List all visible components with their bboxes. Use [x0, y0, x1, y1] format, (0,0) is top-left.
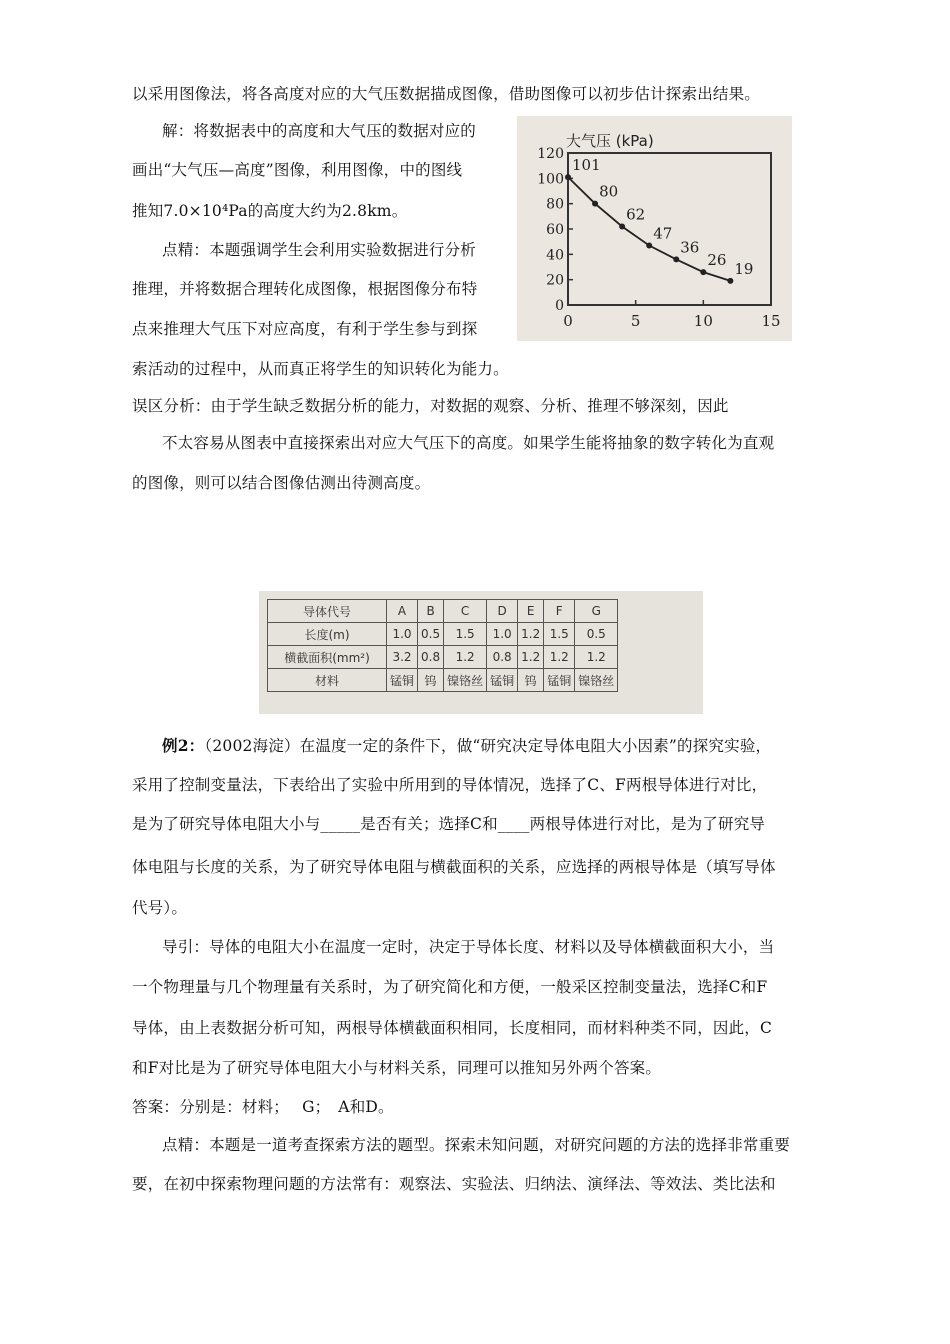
y-tick-label: 0: [555, 298, 564, 314]
paragraph-line: 索活动的过程中，从而真正将学生的知识转化为能力。: [132, 360, 509, 378]
y-tick-label: 60: [546, 222, 564, 238]
paragraph-line: 误区分析：由于学生缺乏数据分析的能力，对数据的观察、分析、推理不够深刻，因此: [132, 397, 729, 415]
paragraph-line: 以采用图像法，将各高度对应的大气压数据描成图像，借助图像可以初步估计探索出结果。: [132, 85, 761, 103]
data-label: 101: [572, 156, 601, 175]
table-cell: 导体代号: [268, 600, 387, 623]
paragraph-line: 点精：本题是一道考查探索方法的题型。探索未知问题，对研究问题的方法的选择非常重要: [162, 1136, 791, 1154]
data-point: [727, 278, 733, 284]
paragraph-line: 推知7.0×10⁴Pa的高度大约为2.8km。: [132, 202, 408, 220]
paragraph-line: 推理，并将数据合理转化成图像，根据图像分布特: [132, 280, 478, 298]
table-cell: C: [444, 600, 487, 623]
table-cell: 1.5: [544, 623, 575, 646]
table-cell: D: [487, 600, 518, 623]
table-row: [268, 669, 618, 692]
table-row: [268, 646, 618, 669]
data-point: [619, 223, 625, 229]
table-cell: 3.2: [387, 646, 418, 669]
table-cell: 1.2: [544, 646, 575, 669]
paragraph-line: 代号）。: [132, 899, 188, 917]
table-cell: 镍铬丝: [444, 669, 487, 692]
table-cell: 钨: [518, 669, 544, 692]
paragraph-line: 点来推理大气压下对应高度，有利于学生参与到探: [132, 320, 478, 338]
data-label: 19: [734, 259, 754, 278]
table-cell: 1.5: [444, 623, 487, 646]
x-tick-label: 15: [761, 312, 781, 330]
paragraph-line: 体电阻与长度的关系，为了研究导体电阻与横截面积的关系，应选择的两根导体是（填写导体: [132, 858, 776, 876]
x-tick-label: 5: [630, 312, 641, 330]
x-tick-label: 0: [563, 312, 573, 330]
example-label: 例2：: [162, 736, 205, 755]
paragraph-line: 一个物理量与几个物理量有关系时，为了研究简化和方便，一般采区控制变量法，选择C和F: [132, 978, 768, 996]
data-point: [673, 256, 679, 262]
table-cell: 锰铜: [387, 669, 418, 692]
data-point: [565, 174, 571, 180]
table-cell: A: [387, 600, 418, 623]
table-cell: 锰铜: [487, 669, 518, 692]
y-tick-label: 40: [546, 247, 564, 264]
table-cell: 长度(m): [268, 623, 387, 646]
data-label: 47: [653, 224, 673, 243]
chart-svg: [517, 116, 792, 341]
paragraph-line: 和F对比是为了研究导体电阻大小与材料关系，同理可以推知另外两个答案。: [132, 1059, 662, 1077]
table-cell: 0.5: [418, 623, 444, 646]
table-cell: 0.8: [487, 646, 518, 669]
paragraph-line: 导引：导体的电阻大小在温度一定时，决定于导体长度、材料以及导体横截面积大小，当: [162, 938, 775, 956]
table-cell: 1.2: [518, 646, 544, 669]
y-tick-label: 80: [546, 196, 564, 213]
paragraph-line: 导体，由上表数据分析可知，两根导体横截面积相同，长度相同，而材料种类不同，因此，C: [132, 1019, 773, 1037]
paragraph-line: 的图像，则可以结合图像估测出待测高度。: [132, 474, 431, 492]
paragraph-line: 画出“大气压—高度”图像，利用图像，中的图线: [132, 161, 463, 179]
y-tick-label: 100: [537, 171, 564, 188]
table-cell: G: [575, 600, 618, 623]
paragraph-line: 解：将数据表中的高度和大气压的数据对应的: [162, 122, 477, 140]
table-row: [268, 600, 618, 623]
pressure-height-chart: [517, 116, 792, 341]
table-cell: 钨: [418, 669, 444, 692]
conductor-table-figure: [259, 591, 703, 714]
paragraph-line: 采用了控制变量法，下表给出了实验中所用到的导体情况，选择了C、F两根导体进行对比，: [132, 776, 768, 794]
table-cell: 横截面积(mm²): [268, 646, 387, 669]
table-cell: B: [418, 600, 444, 623]
y-axis-label: 大气压 (kPa): [566, 132, 654, 150]
pressure-curve: [568, 177, 730, 281]
answer-line: 答案：分别是：材料； G； A和D。: [132, 1098, 394, 1116]
data-point: [592, 201, 598, 207]
table-cell: 0.5: [575, 623, 618, 646]
table-cell: 1.2: [518, 623, 544, 646]
table-cell: 材料: [268, 669, 387, 692]
paragraph-line: 不太容易从图表中直接探索出对应大气压下的高度。如果学生能将抽象的数字转化为直观: [162, 434, 775, 452]
data-label: 26: [707, 251, 727, 270]
y-tick-label: 120: [537, 146, 564, 162]
data-label: 80: [599, 182, 619, 201]
paragraph-line: 要，在初中探索物理问题的方法常有：观察法、实验法、归纳法、演绎法、等效法、类比法和: [132, 1175, 776, 1193]
paragraph-line: 是为了研究导体电阻大小与_____是否有关；选择C和____两根导体进行对比，是为了研究导: [132, 815, 766, 833]
table-row: [268, 623, 618, 646]
table-cell: 1.2: [444, 646, 487, 669]
table-cell: F: [544, 600, 575, 623]
table-cell: 1.0: [387, 623, 418, 646]
table-cell: E: [518, 600, 544, 623]
conductor-table: [267, 599, 618, 692]
x-tick-label: 10: [693, 312, 713, 330]
example-text: （2002海淀）在温度一定的条件下，做“研究决定导体电阻大小因素”的探究实验，: [204, 737, 772, 755]
table-cell: 镍铬丝: [575, 669, 618, 692]
table-cell: 1.2: [575, 646, 618, 669]
data-label: 62: [626, 205, 646, 224]
y-tick-label: 20: [546, 272, 564, 289]
table-cell: 锰铜: [544, 669, 575, 692]
paragraph-line: 点精：本题强调学生会利用实验数据进行分析: [162, 241, 477, 259]
data-label: 36: [680, 238, 700, 257]
data-point: [646, 242, 652, 248]
paragraph-line: [162, 736, 771, 756]
data-point: [700, 269, 706, 275]
table-cell: 1.0: [487, 623, 518, 646]
table-cell: 0.8: [418, 646, 444, 669]
